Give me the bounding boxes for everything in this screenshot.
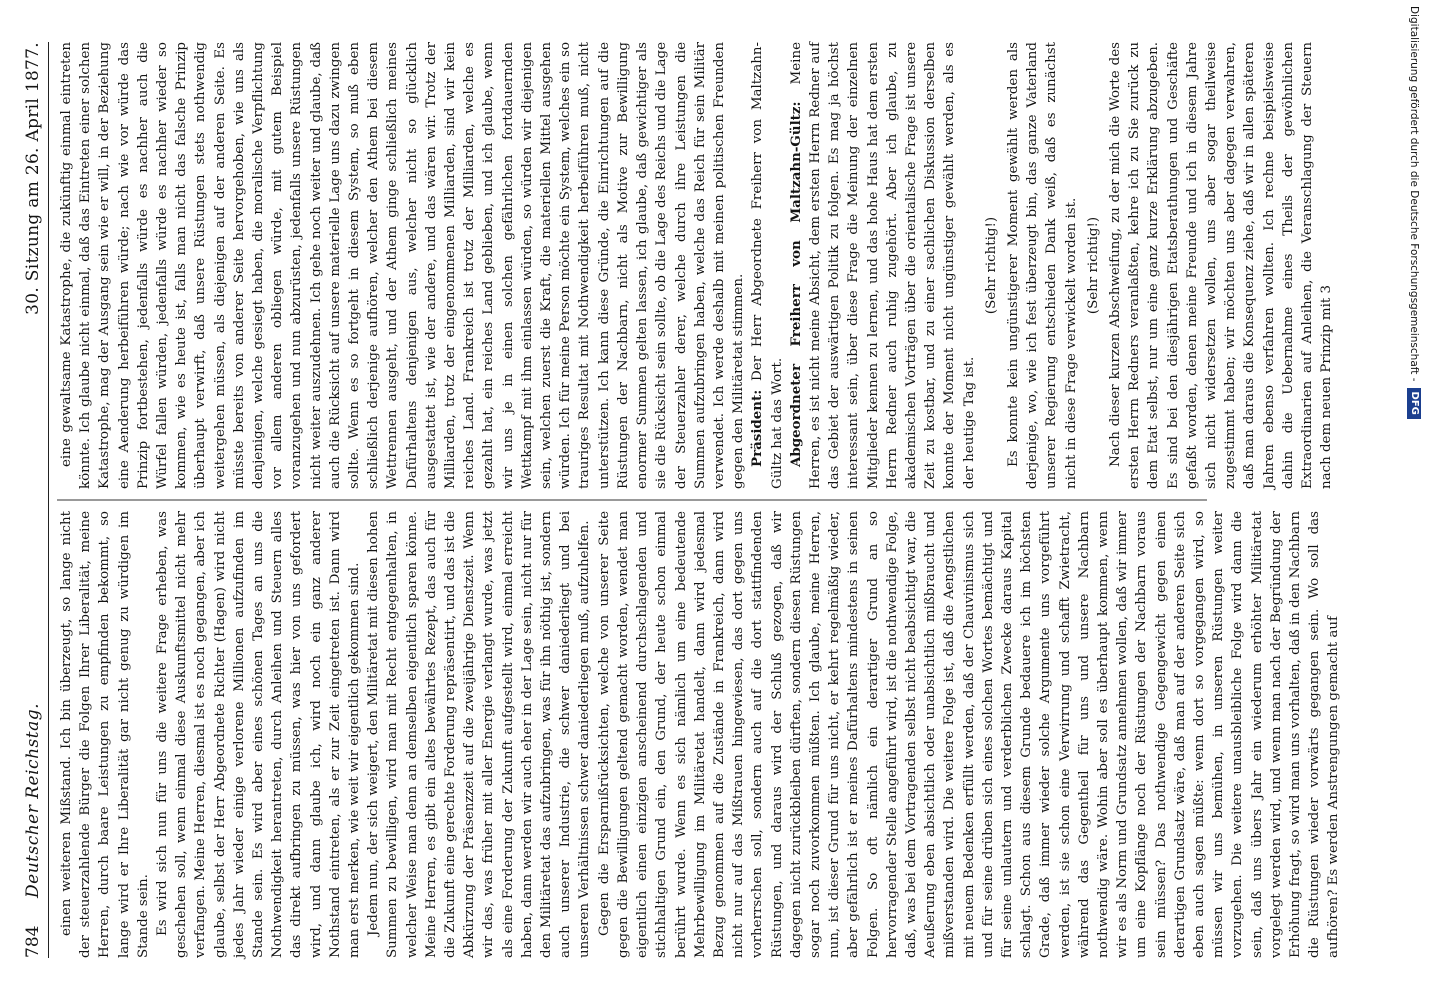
right-column (57, 42, 1335, 489)
right-paragraph: Es konnte kein ungünstigerer Moment gewählt werden als derjenige, wo, wie ich fest überzeugt bin, das ganze Vaterland unserer Regierung entschieden Dank weiß, daß es zunächst nicht in diese Frage verwickelt worden ist. (1005, 42, 1079, 489)
left-paragraph: einen weiteren Mißstand. Ich bin überzeugt, so lange nicht der steuerzahlende Bürger die Folgen Ihrer Liberalität, meine Herren, durch baare Leistungen zu empfinden bekommt, so lange wird er Ihre Liberalität gar nicht genug zu würdigen im Stande sein. (59, 511, 151, 958)
speaker-text: Meine Herren, es ist nicht meine Absicht, dem ersten Herrn Redner auf das Gebiet der auswärtigen Politik zu folgen. Es mag ja höchst interessant sein, über diese Frage die Meinung der einzelnen Mitglieder kennen zu lernen, und das hohe Haus hat dem ersten Herrn Redner auch ruhig zugehört. Aber ich glaube, zu akademischen Vorträgen über die orientalische Frage ist unsere Zeit zu kostbar, und zu einer sachlichen Diskussion derselben konnte der Moment nicht ungünstiger gewählt werden, als es der heutige Tag ist. (788, 42, 977, 489)
remark: (Sehr richtig!) (983, 216, 999, 315)
digitization-credit (1404, 6, 1424, 996)
left-paragraph: Gegen die Ersparnißrücksichten, welche von unserer Seite gegen die Bewilligungen geltend gemacht worden, wendet man eigentlich einen einzigen anscheinend durchschlagenden und stichhaltigen Grund ein, den Grund, der heute schon einmal berührt wurde. Wenn es sich nämlich um eine bedeutende Mehrbewilligung im Militäretat handelt, dann wird jedesmal Bezug genommen auf die Zustände in Frankreich, dann wird nicht nur auf das Mißtrauen hingewiesen, das dort gegen uns vorherrschen soll, sondern auch auf die dort stattfindenden Rüstungen, und daraus wird der Schluß gezogen, daß wir dagegen nicht zurückbleiben dürften, sondern diesen Rüstungen sogar noch zuvorkommen müßten. Ich glaube, meine Herren, nun, ist dieser Grund für uns nicht, er kehrt regelmäßig wieder, aber gefährlich ist er meines Dafürhaltens mindestens in seinen Folgen. So oft nämlich ein derartiger Grund an so hervorragender Stelle angeführt wird, ist die nothwendige Folge, daß, was bei dem Vortragenden selbst nicht beabsichtigt war, die Aeußerung eben absichtlich oder unabsichtlich mißbraucht und mißverstanden wird. Die weitere Folge ist, daß die Aengstlichen mit neuem Bedenken erfüllt werden, daß der Chauvinismus sich und für seine drüben sich eines solchen Wortes bemächtigt und für seine unlautern und verderblichen Zwecke daraus Kapital schlagt. Schon aus diesem Grunde bedauere ich im höchsten Grade, daß immer wieder solche Argumente uns vorgeführt werden, ist sie schon eine Verwirrung und schafft Zwietracht, während das Gegentheil für uns und unsere Nachbarn nothwendig wäre. Wohin aber soll es überhaupt kommen, wenn wir es als Norm und Grundsatz annehmen wollen, daß wir immer um eine Kopflänge noch der Rüstungen der Nachbarn voraus sein müssen? Das nothwendige Gegengewicht gegen einen derartigen Grundsatz wäre, daß man auf der anderen Seite sich eben auch sagen müßte: wenn dort so vorgegangen wird, so müssen wir uns bemühen, in unseren Rüstungen weiter vorzugehen. Die weitere unausbleibliche Folge wird dann die sein, daß uns übers Jahr ein wiederum erhöhter Militäretat vorgelegt werden wird, und wenn man nach der Begründung der Erhöhung fragt, so wird man uns vorhalten, daß in den Nachbarn die Rüstungen wieder vorwärts gegangen sein. Wo soll das aufhören? Es werden Anstrengungen gemacht auf (596, 511, 1342, 958)
left-paragraph: Jedem nun, der sich weigert, den Militäretat mit diesen hohen Summen zu bewilligen, wird man mit Recht entgegenhalten, in welcher Weise man denn an demselben eigentlich sparen könne. Meine Herren, es gibt ein altes bewährtes Rezept, das auch für die Zukunft eine gerechte Forderung repräsentirt, und das ist die Abkürzung der Präsenzzeit auf die zweijährige Dienstzeit. Wenn wir das, was früher mit aller Energie verlangt wurde, was jetzt als eine Forderung der Zukunft aufgestellt wird, einmal erreicht haben, dann werden wir auch eher in der Lage sein, nicht nur für den Militäretat das aufzubringen, was für ihn nöthig ist, sondern auch unserer Industrie, die schwer daniederliegt und bei unseren Verhältnissen schwer daniederliegen muß, aufzuhelfen. (366, 511, 593, 958)
session-title: 30. Sitzung am 26. April 1877. (23, 42, 43, 315)
publication-title: Deutscher Reichstag. (23, 703, 43, 898)
speaker-paragraph (787, 42, 979, 489)
remark: (Sehr richtig!) (1085, 216, 1101, 315)
president-paragraph (748, 42, 786, 489)
president-label: Präsident: (749, 389, 766, 467)
president-text: Der Herr Abgeordnete Freiherr von Maltzahn-Gültz hat das Wort. (750, 42, 785, 489)
dfg-logo: DFG (1407, 388, 1421, 419)
page-number: 784 (23, 925, 43, 958)
column-divider (57, 500, 1207, 501)
left-paragraph: Es wird sich nun für uns die weitere Frage erheben, was geschehen soll, wenn einmal diese Auskunftsmittel nicht mehr verfangen. Meine Herren, diesmal ist es noch gegangen, aber ich glaube, selbst der Herr Abgeordnete Richter (Hagen) wird nicht jedes Jahr wieder einige verlorene Millionen aufzufinden im Stande sein. Es wird aber eines schönen Tages an uns die Nothwendigkeit herantreten, durch Anleihen und Steuern alles das direkt aufbringen zu müssen, was hier von uns gefordert wird, und dann glaube ich, wird noch ein ganz anderer Nothstand eintreten, als er zur Zeit eingetreten ist. Dann wird man erst merken, wie weit wir eigentlich gekommen sind. (155, 511, 363, 958)
page-header (18, 42, 49, 958)
credit-text: Digitalisierung gefördert durch die Deutsche Forschungsgemeinschaft - (1408, 6, 1420, 382)
right-paragraph: eine gewaltsame Katastrophe, die zukünftig einmal eintreten könnte. Ich glaube nicht einmal, daß das Eintreten einer solchen Katastrophe, mag der Ausgang sein wie er will, in der Beziehung eine Aenderung herbeiführen würde; nach wie vor würde das Prinzip fortbestehen, jedenfalls würde es nachher auch die Würfel fallen würden, jedenfalls würde es nachher wieder so kommen, wie es heute ist, falls man nicht das falsche Prinzip überhaupt verwirft, daß unsere Rüstungen stets nothwendig weitergehen müssen, als diejenigen auf der anderen Seite. Es müsste bereits von anderer Seite hervorgehoben, wie uns als denjenigen, welche gesiegt haben, die moralische Verpflichtung vor allem anderen obliegen würde, mit gutem Beispiel voranzugehen und nun abzurüsten, jedenfalls unsere Rüstungen nicht weiter auszudehnen. Ich gehe noch weiter und glaube, daß auch die Rücksicht auf unsere materielle Lage uns dazu zwingen sollte. Wenn es so fortgeht in diesem System, so muß eben schließlich derjenige aufhören, welcher den Athem bei diesem Wettrennen ausgeht, und der Athem ginge schließlich meines Dafürhaltens denjenigen aus, welcher nicht so glücklich ausgestattet ist, wie der andere, und das wären wir. Trotz der Milliarden, trotz der eingenommenen Milliarden, sind wir kein reiches Land. Frankreich ist trotz der Milliarden, welche es gezahlt hat, ein reiches Land geblieben, und ich glaube, wenn wir uns je in einen solchen gefährlichen fortdauernden Wettkampf mit ihm einlassen würden, so würden wir diejenigen sein, welchen zuerst die Kraft, die materiellen Mittel ausgehen würden. Ich für meine Person möchte ein System, welches ein so trauriges Resultat mit Nothwendigkeit herbeiführen muß, nicht unterstützen. Ich kann diese Gründe, die Einrichtungen auf die Rüstungen der Nachbarn, nicht als Motive zur Bewilligung enormer Summen gelten lassen, ich glaube, daß gewichtiger als sie die Rücksicht sein sollte, ob die Lage des Reichs und die Lage der Steuerzahler derer, welche durch ihre Leistungen die Summen aufzubringen haben, welche das Reich für sein Militär verwendet. Ich werde deshalb mit meinen politischen Freunden gegen den Militäretat stimmen. (59, 42, 747, 489)
speaker-label: Abgeordneter Freiherr von Maltzahn-Gültz: (787, 101, 804, 467)
text-columns (57, 42, 1342, 958)
left-column (57, 511, 1342, 958)
right-paragraph: Nach dieser kurzen Abschweifung, zu der mich die Worte des ersten Herrn Redners veranlaßten, kehre ich zu Sie zurück zu dem Etat selbst, nur um eine ganz kurze Erklärung abzugeben. Es sind bei den diesjährigen Etatsberathungen und Geschäfte gefaßt worden, denen meine Freunde und ich in diesem Jahre sich nicht widersetzen wollen, uns aber sogar theilweise zugestimmt haben; wir möchten uns aber dagegen verwahren, daß man daraus die Konsequenz ziehe, daß wir in allen späteren Jahren ebenso verfahren wollten. Ich rechne beispielsweise dahin die Uebernahme eines Theils der gewöhnlichen Extraordinarien auf Anleihen, die Veranschlagung der Steuern nach dem neuen Prinzip mit 3 (1107, 42, 1335, 489)
